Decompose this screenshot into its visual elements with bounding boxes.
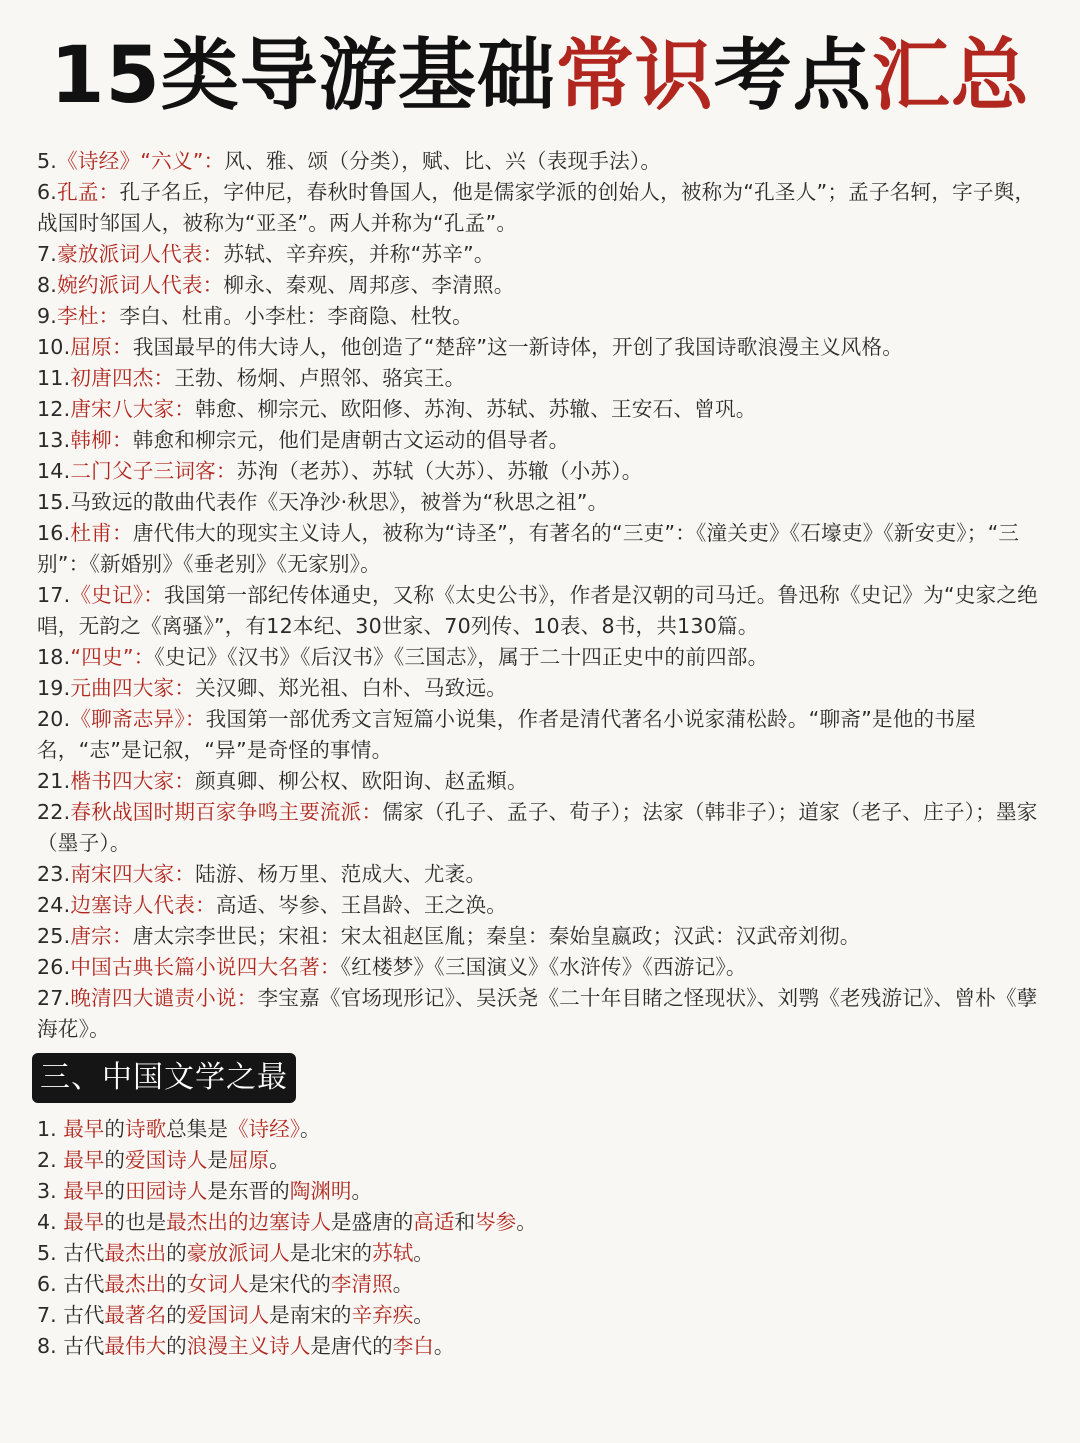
item-key: “四史”： [70,645,155,669]
list-item [37,239,1047,270]
item-text: 《史记》《汉书》《后汉书》《三国志》，属于二十四正史中的前四部。 [154,645,769,669]
item-key: 唐宗： [70,924,133,948]
item-text: 王勃、杨炯、卢照邻、骆宾王。 [174,366,466,390]
list-item [37,301,1047,332]
item-text: 唐太宗李世民；宋祖：宋太祖赵匡胤；秦皇：秦始皇嬴政；汉武：汉武帝刘彻。 [132,924,861,948]
item-number: 26. [37,955,71,979]
list-item [37,921,1047,952]
item-number: 14. [37,459,71,483]
list-item: 2. 最早的爱国诗人是屈原。 [37,1148,290,1172]
item-key: 南宋四大家： [70,862,196,886]
item-key: 韩柳： [70,428,133,452]
list-item [37,797,1047,859]
item-number: 25. [37,924,71,948]
item-key: 楷书四大家： [70,769,196,793]
item-number: 24. [37,893,71,917]
item-key: 《史记》： [70,583,165,607]
item-text: 儒家（孔子、孟子、荀子）；法家（韩非子）；道家（老子、庄子）；墨家（墨子）。 [37,800,1038,855]
item-text: 韩愈、柳宗元、欧阳修、苏洵、苏轼、苏辙、王安石、曾巩。 [195,397,757,421]
item-key: 豪放派词人代表： [57,242,224,266]
list-item: 4. 最早的也是最杰出的边塞诗人是盛唐的高适和岑参。 [37,1210,537,1234]
item-text: 风、雅、颂（分类），赋、比、兴（表现手法）。 [224,149,662,173]
list-item [37,456,1047,487]
title-part-1: 15类导游基础 [50,31,556,121]
item-number: 10. [37,335,71,359]
item-number: 17. [37,583,71,607]
list-item: 8. 古代最伟大的浪漫主义诗人是唐代的李白。 [37,1334,455,1358]
item-number: 20. [37,707,71,731]
item-key: 初唐四杰： [70,366,175,390]
item-text: 《红楼梦》《三国演义》《水浒传》《西游记》。 [340,955,747,979]
item-number: 7. [37,242,58,266]
list-item [37,363,1047,394]
section-header: 三、中国文学之最 [32,1053,296,1103]
item-text: 我国第一部优秀文言短篇小说集，作者是清代著名小说家蒲松龄。“聊斋”是他的书屋名，“志”是记叙，“异”是奇怪的事情。 [37,707,976,762]
item-number: 8. [37,273,58,297]
title-part-4: 汇总 [871,31,1030,121]
item-number: 19. [37,676,71,700]
item-number: 21. [37,769,71,793]
item-number: 18. [37,645,71,669]
item-number: 5. [37,149,58,173]
item-number: 15. [37,490,71,514]
title-part-3: 考点 [713,31,872,121]
list-item [37,859,1047,890]
item-text: 苏轼、辛弃疾，并称“苏辛”。 [223,242,495,266]
item-number: 13. [37,428,71,452]
item-text: 颜真卿、柳公权、欧阳询、赵孟頫。 [195,769,528,793]
list-item: 3. 最早的田园诗人是东晋的陶渊明。 [37,1179,373,1203]
item-key: 春秋战国时期百家争鸣主要流派： [70,800,383,824]
item-text: 我国第一部纪传体通史，又称《太史公书》，作者是汉朝的司马迁。鲁迅称《史记》为“史家之绝唱，无韵之《离骚》”，有12本纪、30世家、70列传、10表、8书，共130篇。 [37,583,1038,638]
list-item: 7. 古代最著名的爱国词人是南宋的辛弃疾。 [37,1303,434,1327]
item-key: 边塞诗人代表： [70,893,216,917]
page-title [0,0,1080,130]
list-item [37,177,1047,239]
list-item [37,766,1047,797]
item-key: 晚清四大谴责小说： [70,986,258,1010]
list-item: 1. 最早的诗歌总集是《诗经》。 [37,1117,321,1141]
item-text: 苏洵（老苏）、苏轼（大苏）、苏辙（小苏）。 [236,459,643,483]
list-item [37,642,1047,673]
item-key: 杜甫： [70,521,133,545]
item-number: 27. [37,986,71,1010]
list-item [37,270,1047,301]
item-text: 马致远的散曲代表作《天净沙·秋思》，被誉为“秋思之祖”。 [70,490,609,514]
item-number: 11. [37,366,71,390]
item-number: 12. [37,397,71,421]
item-text: 高适、岑参、王昌龄、王之涣。 [215,893,508,917]
list-item [37,890,1047,921]
list-item [37,518,1047,580]
item-key: 二门父子三词客： [70,459,237,483]
item-text: 唐代伟大的现实主义诗人，被称为“诗圣”，有著名的“三吏”：《潼关吏》《石壕吏》《新安吏》；“三别”：《新婚别》《垂老别》《无家别》。 [37,521,1020,576]
item-text: 李白、杜甫。小李杜：李商隐、杜牧。 [119,304,473,328]
list-item [37,952,1047,983]
item-text: 李宝嘉《官场现形记》、吴沃尧《二十年目睹之怪现状》、刘鹗《老残游记》、曾朴《孽海花》。 [37,986,1038,1041]
item-number: 16. [37,521,71,545]
list-item [37,146,1047,177]
item-key: 孔孟： [57,180,120,204]
item-number: 6. [37,180,58,204]
list-item [37,704,1047,766]
item-key: 中国古典长篇小说四大名著： [70,955,341,979]
item-key: 《聊斋志异》： [70,707,206,731]
literature-records-list [37,1114,1047,1362]
item-number: 22. [37,800,71,824]
item-text: 柳永、秦观、周邦彦、李清照。 [223,273,515,297]
knowledge-list [37,146,1047,1045]
list-item [37,394,1047,425]
item-key: 唐宋八大家： [70,397,196,421]
item-number: 9. [37,304,58,328]
item-text: 关汉卿、郑光祖、白朴、马致远。 [195,676,508,700]
list-item [37,332,1047,363]
item-key: 元曲四大家： [70,676,196,700]
item-text: 孔子名丘，字仲尼，春秋时鲁国人，他是儒家学派的创始人，被称为“孔圣人”；孟子名轲，字子舆，战国时邹国人，被称为“亚圣”。两人并称为“孔孟”。 [37,180,1036,235]
item-key: 屈原： [70,335,133,359]
list-item [37,425,1047,456]
item-key: 李杜： [57,304,120,328]
list-item [37,983,1047,1045]
item-text: 我国最早的伟大诗人，他创造了“楚辞”这一新诗体，开创了我国诗歌浪漫主义风格。 [132,335,904,359]
list-item: 5. 古代最杰出的豪放派词人是北宋的苏轼。 [37,1241,434,1265]
item-key: 婉约派词人代表： [57,273,224,297]
item-number: 23. [37,862,71,886]
item-text: 陆游、杨万里、范成大、尤袤。 [195,862,487,886]
list-item [37,487,1047,518]
item-text: 韩愈和柳宗元，他们是唐朝古文运动的倡导者。 [132,428,570,452]
title-part-2: 常识 [555,31,714,121]
list-item [37,580,1047,642]
item-key: 《诗经》“六义”： [57,149,225,173]
list-item [37,673,1047,704]
list-item: 6. 古代最杰出的女词人是宋代的李清照。 [37,1272,414,1296]
